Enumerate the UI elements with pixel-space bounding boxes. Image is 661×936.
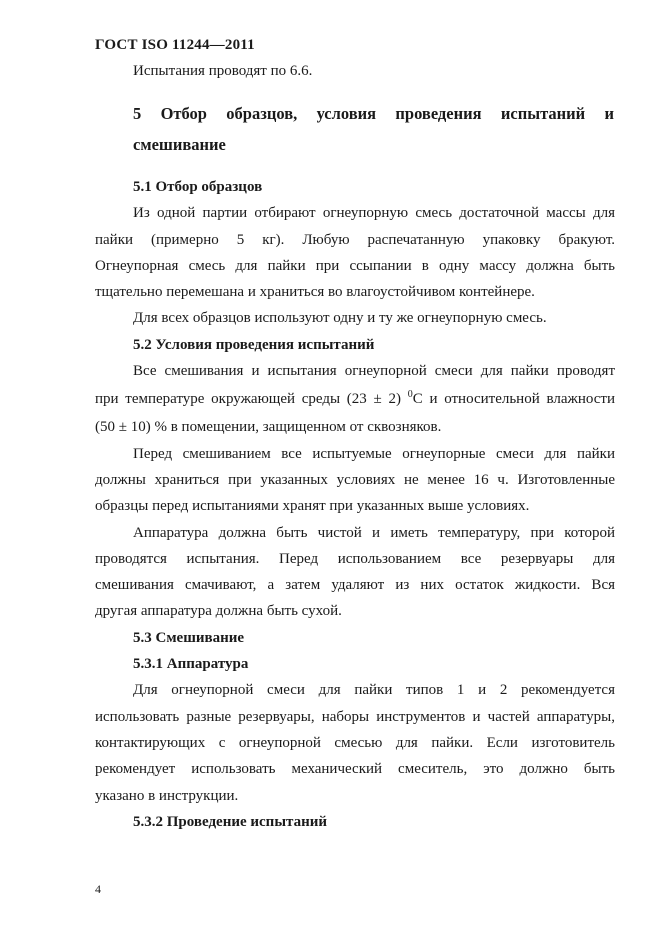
paragraph-line: Все смешивания и испытания огнеупорной смеси для пайки проводят bbox=[133, 363, 615, 380]
document-header: ГОСТ ISO 11244—2011 bbox=[95, 37, 255, 53]
degree-superscript: 0 bbox=[407, 389, 413, 401]
paragraph-line: указано в инструкции. bbox=[95, 787, 239, 804]
paragraph-line: Аппаратура должна быть чистой и иметь температуру, при которой bbox=[133, 524, 615, 541]
paragraph-line: (50 ± 10) % в помещении, защищенном от сквозняков. bbox=[95, 419, 442, 436]
paragraph-line: пайки (примерно 5 кг). Любую распечатанную упаковку бракуют. bbox=[95, 231, 615, 248]
paragraph-line: Для огнеупорной смеси для пайки типов 1 и 2 рекомендуется bbox=[133, 682, 615, 699]
section-5-title-line-2: смешивание bbox=[133, 135, 226, 154]
paragraph-line-temperature bbox=[95, 384, 615, 414]
subsection-5-3-title: 5.3 Смешивание bbox=[133, 629, 245, 646]
paragraph-line: образцы перед испытаниями хранят при указанных выше условиях. bbox=[95, 498, 530, 515]
page-number: 4 bbox=[95, 882, 101, 896]
section-5-heading bbox=[133, 99, 614, 159]
intro-line: Испытания проводят по 6.6. bbox=[133, 63, 313, 79]
subsection-5-3-2-title: 5.3.2 Проведение испытаний bbox=[133, 813, 328, 830]
paragraph-line: Перед смешиванием все испытуемые огнеупорные смеси для пайки bbox=[133, 445, 615, 462]
paragraph-line: использовать разные резервуары, наборы инструментов и частей аппаратуры, bbox=[95, 708, 615, 725]
subsection-5-2-title: 5.2 Условия проведения испытаний bbox=[133, 336, 375, 353]
paragraph-line: проводятся испытания. Перед использованием все резервуары для bbox=[95, 550, 615, 567]
paragraph-line: должны храниться при указанных условиях не менее 16 ч. Изготовленные bbox=[95, 471, 615, 488]
paragraph-line: смешивания смачивают, а затем удаляют из них остаток жидкости. Вся bbox=[95, 577, 615, 594]
paragraph-line: Для всех образцов используют одну и ту же огнеупорную смесь. bbox=[133, 310, 547, 327]
intro-paragraph bbox=[95, 58, 615, 84]
paragraph-line: другая аппаратура должна быть сухой. bbox=[95, 603, 342, 620]
section-5-body bbox=[95, 174, 615, 835]
paragraph-line: рекомендует использовать механический смеситель, это должно быть bbox=[95, 761, 615, 778]
section-5-title-line-1: 5 Отбор образцов, условия проведения испытаний и bbox=[133, 104, 614, 123]
paragraph-line: контактирующих с огнеупорной смесью для пайки. Если изготовитель bbox=[95, 734, 615, 751]
paragraph-line: Огнеупорная смесь для пайки при ссыпании в одну массу должна быть bbox=[95, 257, 615, 274]
text-fragment: при температуре окружающей среды (23 ± 2) bbox=[95, 391, 408, 408]
paragraph-line: Из одной партии отбирают огнеупорную смесь достаточной массы для bbox=[133, 205, 615, 222]
subsection-5-1-title: 5.1 Отбор образцов bbox=[133, 179, 263, 195]
text-fragment: С и относительной влажности bbox=[412, 391, 615, 408]
paragraph-line: тщательно перемешана и храниться во влагоустойчивом контейнере. bbox=[95, 284, 535, 301]
subsection-5-3-1-title: 5.3.1 Аппаратура bbox=[133, 656, 249, 673]
